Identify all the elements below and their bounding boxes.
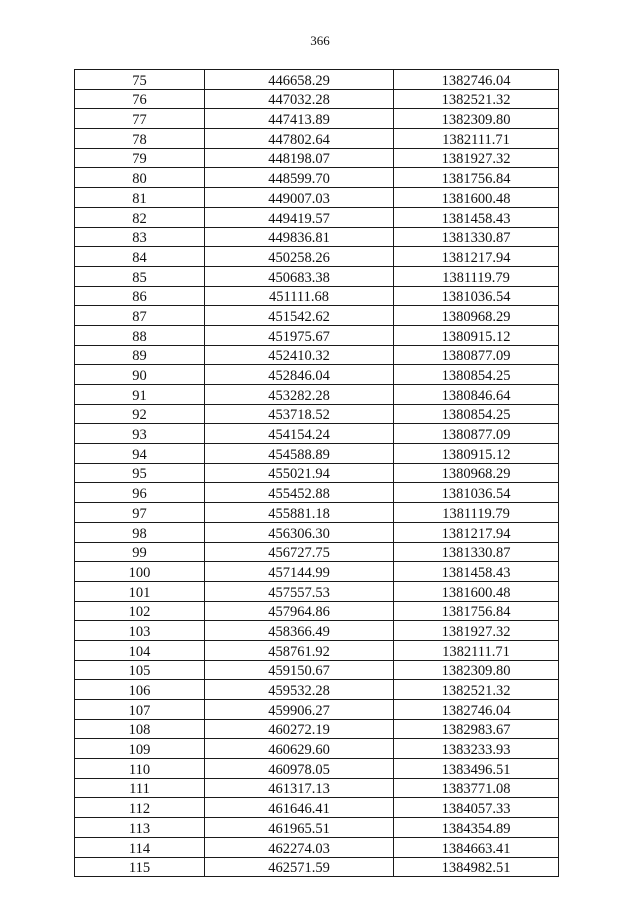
x-coordinate-cell: 450258.26: [205, 247, 394, 267]
y-coordinate-cell: 1382111.71: [394, 640, 559, 660]
x-coordinate-cell: 448599.70: [205, 168, 394, 188]
point-number-cell: 103: [75, 621, 205, 641]
y-coordinate-cell: 1381927.32: [394, 621, 559, 641]
point-number-cell: 99: [75, 542, 205, 562]
point-number-cell: 76: [75, 89, 205, 109]
x-coordinate-cell: 456727.75: [205, 542, 394, 562]
x-coordinate-cell: 457144.99: [205, 562, 394, 582]
point-number-cell: 88: [75, 325, 205, 345]
point-number-cell: 91: [75, 385, 205, 405]
table-row: [75, 188, 559, 208]
y-coordinate-cell: 1380915.12: [394, 325, 559, 345]
table-row: [75, 89, 559, 109]
x-coordinate-cell: 456306.30: [205, 522, 394, 542]
table-row: [75, 404, 559, 424]
point-number-cell: 94: [75, 444, 205, 464]
point-number-cell: 100: [75, 562, 205, 582]
x-coordinate-cell: 449836.81: [205, 227, 394, 247]
point-number-cell: 96: [75, 483, 205, 503]
x-coordinate-cell: 462571.59: [205, 857, 394, 877]
table-row: [75, 818, 559, 838]
coordinate-table-body: [75, 70, 559, 877]
y-coordinate-cell: 1383771.08: [394, 778, 559, 798]
x-coordinate-cell: 451975.67: [205, 325, 394, 345]
y-coordinate-cell: 1381119.79: [394, 266, 559, 286]
table-row: [75, 857, 559, 877]
table-row: [75, 542, 559, 562]
point-number-cell: 81: [75, 188, 205, 208]
y-coordinate-cell: 1380968.29: [394, 306, 559, 326]
table-row: [75, 148, 559, 168]
y-coordinate-cell: 1383496.51: [394, 759, 559, 779]
table-row: [75, 621, 559, 641]
table-row: [75, 778, 559, 798]
point-number-cell: 108: [75, 719, 205, 739]
y-coordinate-cell: 1382309.80: [394, 660, 559, 680]
x-coordinate-cell: 453718.52: [205, 404, 394, 424]
x-coordinate-cell: 450683.38: [205, 266, 394, 286]
point-number-cell: 97: [75, 503, 205, 523]
point-number-cell: 89: [75, 345, 205, 365]
point-number-cell: 112: [75, 798, 205, 818]
table-row: [75, 798, 559, 818]
table-row: [75, 483, 559, 503]
y-coordinate-cell: 1381330.87: [394, 542, 559, 562]
y-coordinate-cell: 1381756.84: [394, 601, 559, 621]
point-number-cell: 92: [75, 404, 205, 424]
x-coordinate-cell: 459150.67: [205, 660, 394, 680]
point-number-cell: 85: [75, 266, 205, 286]
table-row: [75, 266, 559, 286]
y-coordinate-cell: 1382521.32: [394, 680, 559, 700]
table-row: [75, 325, 559, 345]
x-coordinate-cell: 449007.03: [205, 188, 394, 208]
point-number-cell: 104: [75, 640, 205, 660]
table-row: [75, 365, 559, 385]
table-row: [75, 129, 559, 149]
x-coordinate-cell: 459532.28: [205, 680, 394, 700]
x-coordinate-cell: 461646.41: [205, 798, 394, 818]
table-row: [75, 385, 559, 405]
x-coordinate-cell: 461317.13: [205, 778, 394, 798]
y-coordinate-cell: 1384663.41: [394, 837, 559, 857]
point-number-cell: 110: [75, 759, 205, 779]
point-number-cell: 77: [75, 109, 205, 129]
table-row: [75, 700, 559, 720]
table-row: [75, 660, 559, 680]
x-coordinate-cell: 455881.18: [205, 503, 394, 523]
point-number-cell: 107: [75, 700, 205, 720]
table-row: [75, 70, 559, 90]
table-row: [75, 306, 559, 326]
y-coordinate-cell: 1381756.84: [394, 168, 559, 188]
y-coordinate-cell: 1382746.04: [394, 70, 559, 90]
x-coordinate-cell: 458761.92: [205, 640, 394, 660]
table-row: [75, 207, 559, 227]
table-row: [75, 640, 559, 660]
x-coordinate-cell: 462274.03: [205, 837, 394, 857]
y-coordinate-cell: 1382746.04: [394, 700, 559, 720]
x-coordinate-cell: 448198.07: [205, 148, 394, 168]
y-coordinate-cell: 1381036.54: [394, 483, 559, 503]
coordinate-table: [74, 69, 559, 877]
y-coordinate-cell: 1380877.09: [394, 345, 559, 365]
point-number-cell: 95: [75, 463, 205, 483]
x-coordinate-cell: 451542.62: [205, 306, 394, 326]
x-coordinate-cell: 460978.05: [205, 759, 394, 779]
table-row: [75, 759, 559, 779]
table-row: [75, 522, 559, 542]
x-coordinate-cell: 447032.28: [205, 89, 394, 109]
point-number-cell: 98: [75, 522, 205, 542]
y-coordinate-cell: 1382309.80: [394, 109, 559, 129]
point-number-cell: 82: [75, 207, 205, 227]
x-coordinate-cell: 447802.64: [205, 129, 394, 149]
x-coordinate-cell: 460272.19: [205, 719, 394, 739]
table-row: [75, 424, 559, 444]
point-number-cell: 102: [75, 601, 205, 621]
x-coordinate-cell: 455021.94: [205, 463, 394, 483]
y-coordinate-cell: 1380915.12: [394, 444, 559, 464]
x-coordinate-cell: 457557.53: [205, 581, 394, 601]
table-row: [75, 463, 559, 483]
x-coordinate-cell: 459906.27: [205, 700, 394, 720]
table-row: [75, 247, 559, 267]
y-coordinate-cell: 1380877.09: [394, 424, 559, 444]
point-number-cell: 105: [75, 660, 205, 680]
y-coordinate-cell: 1380854.25: [394, 404, 559, 424]
page-number: 366: [310, 33, 330, 48]
point-number-cell: 101: [75, 581, 205, 601]
y-coordinate-cell: 1381600.48: [394, 188, 559, 208]
table-row: [75, 739, 559, 759]
point-number-cell: 106: [75, 680, 205, 700]
point-number-cell: 78: [75, 129, 205, 149]
point-number-cell: 86: [75, 286, 205, 306]
y-coordinate-cell: 1380854.25: [394, 365, 559, 385]
table-row: [75, 837, 559, 857]
x-coordinate-cell: 452846.04: [205, 365, 394, 385]
table-row: [75, 109, 559, 129]
x-coordinate-cell: 451111.68: [205, 286, 394, 306]
y-coordinate-cell: 1382983.67: [394, 719, 559, 739]
point-number-cell: 111: [75, 778, 205, 798]
y-coordinate-cell: 1381927.32: [394, 148, 559, 168]
y-coordinate-cell: 1384982.51: [394, 857, 559, 877]
point-number-cell: 90: [75, 365, 205, 385]
x-coordinate-cell: 458366.49: [205, 621, 394, 641]
x-coordinate-cell: 449419.57: [205, 207, 394, 227]
table-row: [75, 719, 559, 739]
y-coordinate-cell: 1383233.93: [394, 739, 559, 759]
table-row: [75, 581, 559, 601]
point-number-cell: 75: [75, 70, 205, 90]
x-coordinate-cell: 454154.24: [205, 424, 394, 444]
x-coordinate-cell: 452410.32: [205, 345, 394, 365]
table-row: [75, 444, 559, 464]
y-coordinate-cell: 1381119.79: [394, 503, 559, 523]
point-number-cell: 84: [75, 247, 205, 267]
y-coordinate-cell: 1380968.29: [394, 463, 559, 483]
y-coordinate-cell: 1384354.89: [394, 818, 559, 838]
x-coordinate-cell: 455452.88: [205, 483, 394, 503]
x-coordinate-cell: 446658.29: [205, 70, 394, 90]
table-row: [75, 680, 559, 700]
point-number-cell: 83: [75, 227, 205, 247]
y-coordinate-cell: 1381217.94: [394, 247, 559, 267]
table-row: [75, 227, 559, 247]
y-coordinate-cell: 1381036.54: [394, 286, 559, 306]
y-coordinate-cell: 1381458.43: [394, 207, 559, 227]
table-row: [75, 503, 559, 523]
x-coordinate-cell: 460629.60: [205, 739, 394, 759]
point-number-cell: 115: [75, 857, 205, 877]
table-row: [75, 562, 559, 582]
y-coordinate-cell: 1382521.32: [394, 89, 559, 109]
table-row: [75, 168, 559, 188]
table-row: [75, 286, 559, 306]
point-number-cell: 80: [75, 168, 205, 188]
table-row: [75, 345, 559, 365]
point-number-cell: 114: [75, 837, 205, 857]
x-coordinate-cell: 454588.89: [205, 444, 394, 464]
point-number-cell: 109: [75, 739, 205, 759]
point-number-cell: 87: [75, 306, 205, 326]
y-coordinate-cell: 1380846.64: [394, 385, 559, 405]
y-coordinate-cell: 1384057.33: [394, 798, 559, 818]
point-number-cell: 93: [75, 424, 205, 444]
x-coordinate-cell: 461965.51: [205, 818, 394, 838]
y-coordinate-cell: 1381330.87: [394, 227, 559, 247]
y-coordinate-cell: 1381217.94: [394, 522, 559, 542]
y-coordinate-cell: 1381458.43: [394, 562, 559, 582]
x-coordinate-cell: 457964.86: [205, 601, 394, 621]
table-row: [75, 601, 559, 621]
point-number-cell: 113: [75, 818, 205, 838]
x-coordinate-cell: 447413.89: [205, 109, 394, 129]
x-coordinate-cell: 453282.28: [205, 385, 394, 405]
point-number-cell: 79: [75, 148, 205, 168]
y-coordinate-cell: 1382111.71: [394, 129, 559, 149]
y-coordinate-cell: 1381600.48: [394, 581, 559, 601]
